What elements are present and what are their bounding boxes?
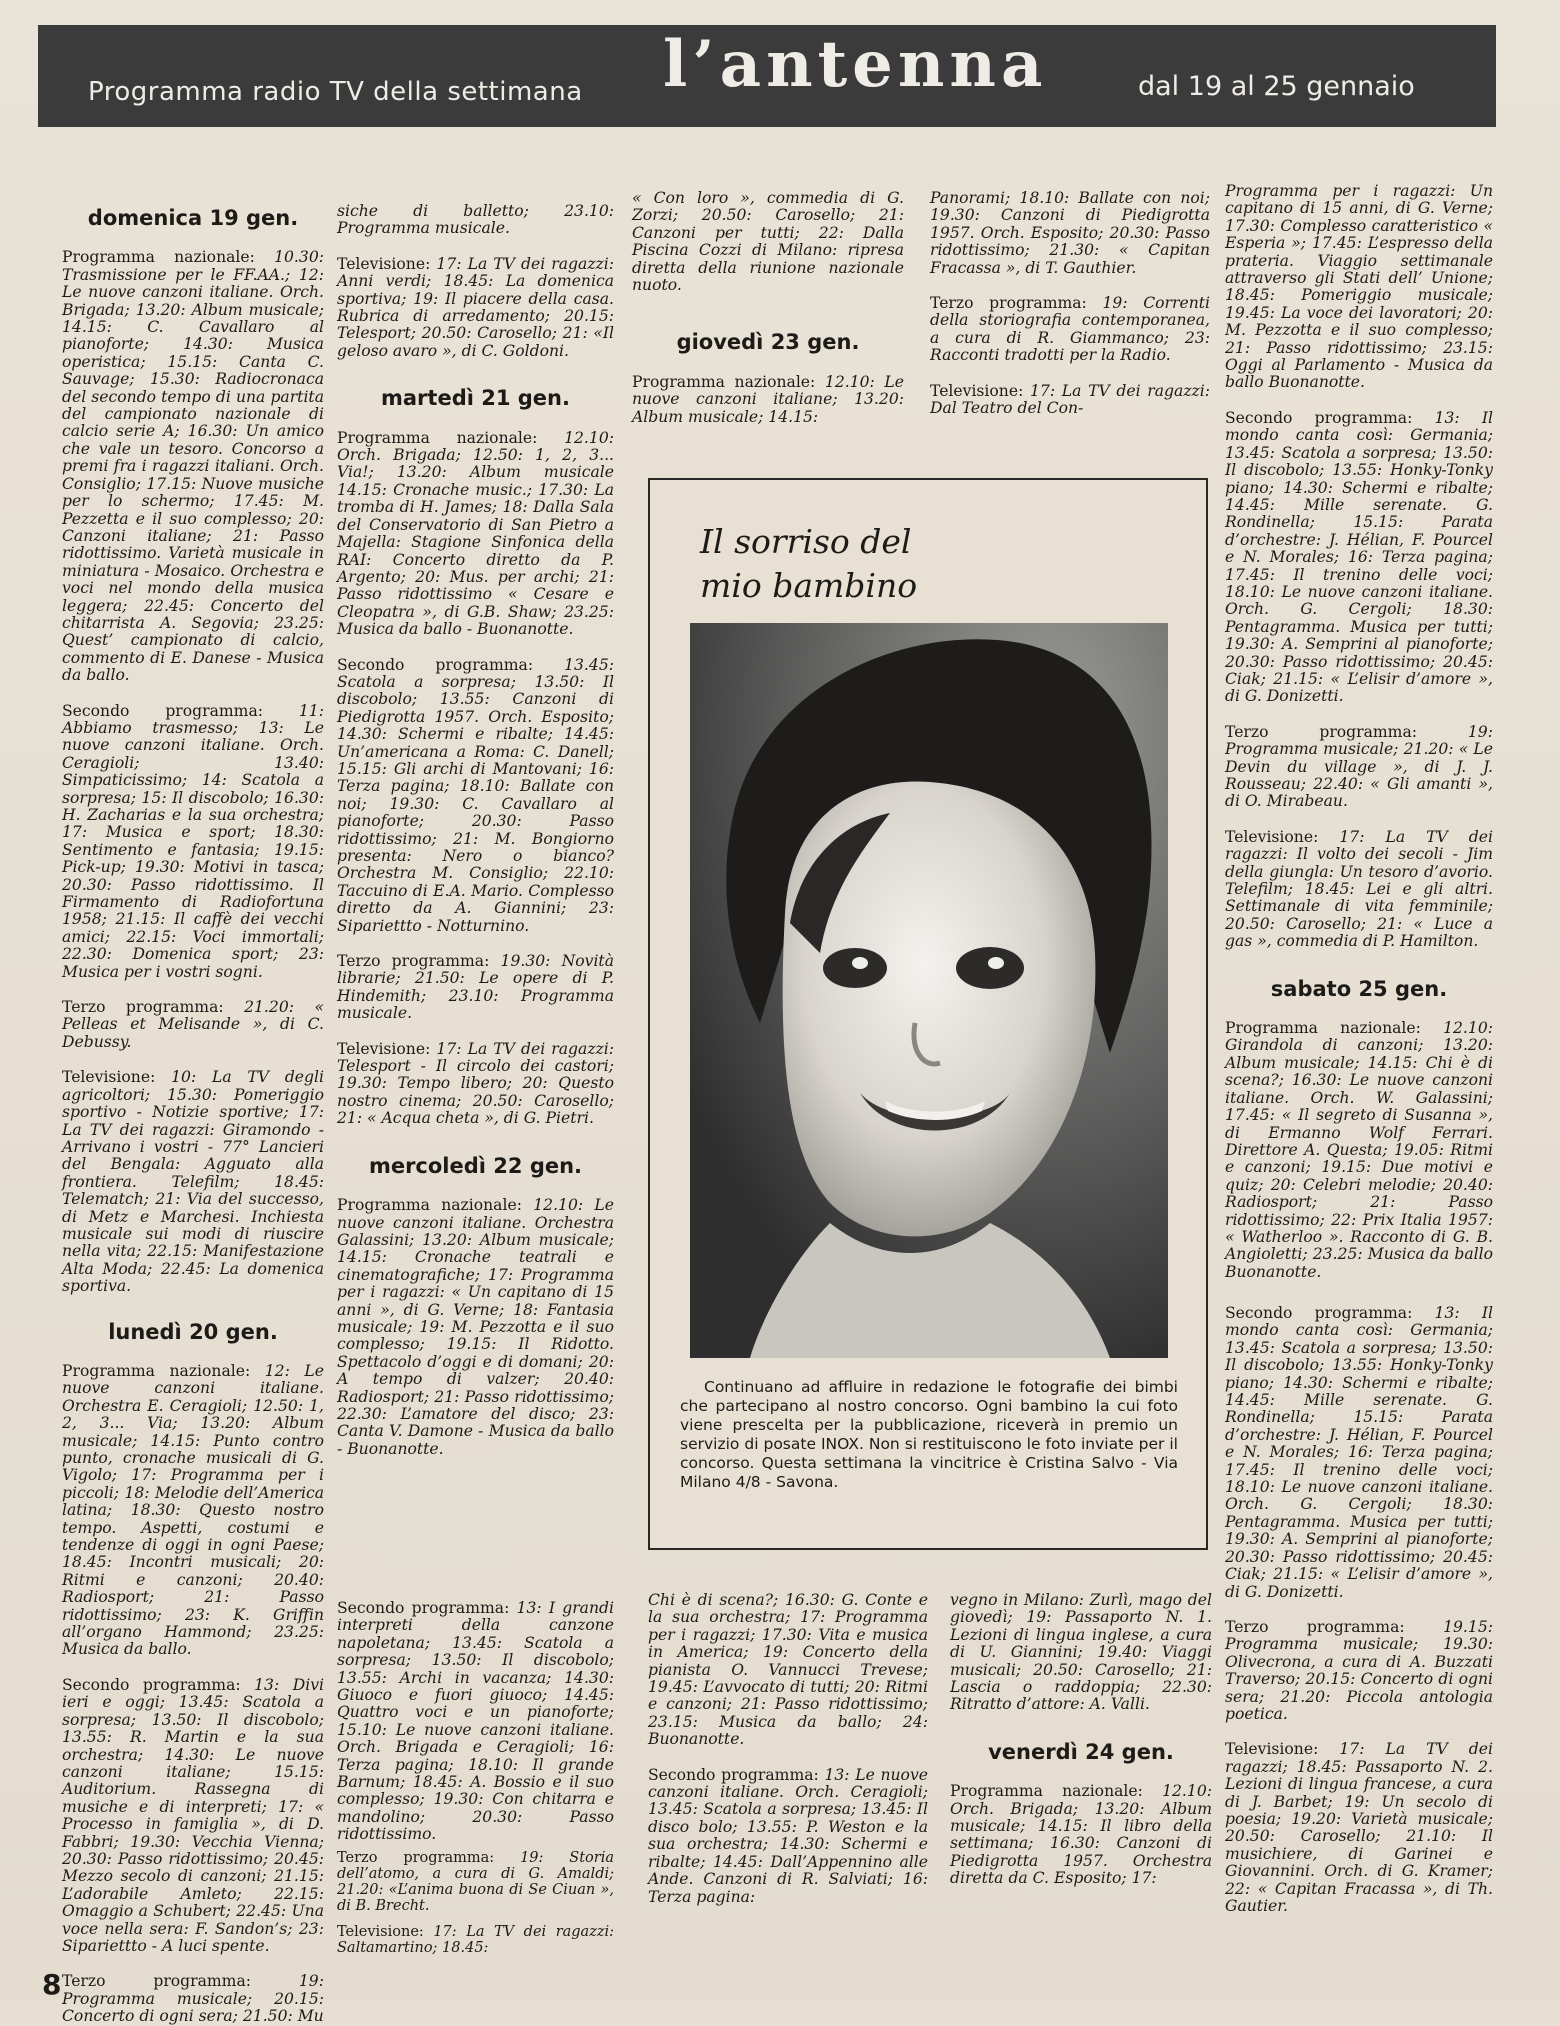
- listing-secondo: [337, 657, 614, 936]
- listing-continuation: [648, 1592, 928, 1749]
- listing-secondo: [62, 703, 324, 982]
- listing-label: Secondo programma:: [648, 1765, 819, 1784]
- listing-text: siche di balletto; 23.10: Programma musicale.: [337, 202, 614, 238]
- listing-televisione: [337, 256, 614, 360]
- column-2: [337, 203, 614, 1663]
- listing-text: 10: La TV degli agricoltori; 15.30: Pomeriggio sportivo - Notizie sportive; 17: La TV dei ragazzi: Giramondo - Arrivano i vostri - 77° Lancieri del Bengala: Agguato alla frontiera. Telefilm; 18.45: Telematch; 21: Via del successo, di Metz e Marchesi. Inchiesta musicale sui modi di riuscire nella vita; 22.15: Manifestazione Alta Moda; 22.45: La domenica sportiva.: [62, 1068, 324, 1296]
- masthead-title: l’antenna: [663, 27, 1048, 102]
- masthead-subtitle: Programma radio TV della settimana: [88, 77, 583, 107]
- listing-label: Televisione:: [337, 254, 431, 273]
- listing-text: 13: Il mondo canta così: Germania; 13.45: Scatola a sorpresa; 13.50: Il discobolo; 13.55: Honky-Tonky piano; 14.30: Schermi e ribalte; 14.45: Mille serenate. G. Rondinella; 15.15: Parata d’orchestre: J. Hélian, F. Pourcel e N. Morales; 16: Terza pagina; 17.45: Il trenino delle voci; 18.10: Le nuove canzoni italiane. Orch. G. Cergoli; 18.30: Pentagramma. Musica per tutti; 19.30: A. Semprini al pianoforte; 20.30: Passo ridottissimo; 20.45: Ciak; 21.15: « L’elisir d’amore », di G. Donizetti.: [1225, 1304, 1493, 1601]
- contest-caption: Continuano ad affluire in redazione le fotografie dei bimbi che partecipano al nostro concorso. Ogni bambino la cui foto viene prescelta per la pubblicazione, riceverà in premio un servizio di posate INOX. Non si restituiscono le foto inviate per il concorso. Questa settimana la vincitrice è Cristina Salvo - Via Milano 4/8 - Savona.: [680, 1378, 1178, 1491]
- listing-televisione: [337, 1041, 614, 1128]
- listing-text: vegno in Milano: Zurlì, mago del giovedì; 19: Passaporto N. 1. Lezioni di lingua inglese, a cura di U. Giannini; 19.40: Viaggi musicali; 20.50: Carosello; 21: Lascia o raddoppia; 22.30: Ritratto d’attore: A. Valli.: [950, 1591, 1212, 1714]
- listing-secondo: [648, 1767, 928, 1906]
- listing-label: Televisione:: [337, 1039, 431, 1058]
- day-heading-thursday: giovedì 23 gen.: [676, 330, 860, 355]
- column-4-bottom: [950, 1592, 1212, 1982]
- listing-text: « Con loro », commedia di G. Zorzi; 20.50: Carosello; 21: Canzoni per tutti; 22: Dalla Piscina Cozzi di Milano: ripresa diretta della riunione nazionale nuoto.: [632, 189, 904, 295]
- listing-text: Panorami; 18.10: Ballate con noi; 19.30: Canzoni di Piedigrotta 1957. Orch. Esposito; 20.30: Passo ridottissimo; 21.30: « Capitan Fracassa », di T. Gauthier.: [930, 189, 1210, 277]
- listing-text: 17: La TV dei ragazzi: Anni verdi; 18.45: La domenica sportiva; 19: Il piacere della casa. Rubrica di arredamento; 20.15: Telesport; 20.50: Carosello; 21: «Il geloso avaro », di C. Goldoni.: [337, 254, 614, 360]
- listing-text: 13: Divi ieri e oggi; 13.45: Scatola a sorpresa; 13.50: Il discobolo; 13.55: R. Martin e la sua orchestra; 14.30: Le nuove canzoni italiane; 15.15: Auditorium. Rassegna di musiche e di interpreti; 17: « Processo in famiglia », di D. Fabbri; 19.30: Vecchia Vienna; 20.30: Passo ridottissimo; 20.45: Mezzo secolo di canzoni; 21.15: L’adorabile Amleto; 22.15: Omaggio a Schubert; 22.45: Una voce nella sera: F. Sandon’s; 23: Sipariettto - A luci spente.: [62, 1675, 324, 1955]
- listing-text: 13: Le nuove canzoni italiane. Orch. Ceragioli; 13.45: Scatola a sorpresa; 13.45: Il disco bolo; 13.55: P. Weston e la sua orchestra; 14.30: Schermi e ribalte; 14.45: Dall’Appennino alle Ande. Canzoni di R. Salviati; 16: Terza pagina:: [648, 1765, 928, 1906]
- listing-label: Programma nazionale:: [1225, 1019, 1421, 1038]
- listing-text: 19: Programma musicale; 21.20: « Le Devin du village », di J. J. Rousseau; 22.40: « Gli amanti », di O. Mirabeau.: [1225, 722, 1493, 811]
- contest-title: Il sorriso del mio bambino: [700, 522, 918, 605]
- photo-contest-box: [648, 478, 1208, 1550]
- masthead: [38, 25, 1496, 127]
- listing-text: Chi è di scena?; 16.30: G. Conte e la sua orchestra; 17: Programma per i ragazzi; 17.30: Vita e musica in America; 19: Concerto della pianista O. Vannucci Trevese; 19.45: L’avvocato di tutti; 20: Ritmi e canzoni; 21: Passo ridottissimo; 23.15: Musica da ballo; 24: Buonanotte.: [648, 1591, 928, 1749]
- listing-label: Secondo programma:: [1225, 1304, 1413, 1322]
- listing-label: Televisione:: [1225, 827, 1319, 846]
- listing-text: Programma per i ragazzi: Un capitano di 15 anni, di G. Verne; 17.30: Complesso caratteristico « Esperia »; 17.45: L’espresso della prateria. Viaggio settimanale attraverso gli Stati dell’ Unione; 18.45: Pomeriggio musicale; 19.45: La voce dei lavoratori; 20: M. Pezzotta e il suo complesso; 21: Passo ridottissimo; 23.15: Oggi al Parlamento - Musica da ballo Buonanotte.: [1225, 182, 1493, 392]
- listing-text: 13: I grandi interpreti della canzone napoletana; 13.45: Scatola a sorpresa; 13.50: Il discobolo; 13.55: Archi in vacanza; 14.30: Giuoco e fuori giuoco; 14.45: Quattro voci e un pianoforte; 15.10: Le nuove canzoni italiane. Orch. Brigada e Ceragioli; 16: Terza pagina; 18.10: Il grande Barnum; 18.45: A. Bossio e il suo complesso; 19.30: Con chitarra e mandolino; 20.30: Passo ridottissimo.: [337, 1599, 614, 1844]
- listing-text: 17: La TV dei ragazzi: Telesport - Il circolo dei castori; 19.30: Tempo libero; 20: Questo nostro cinema; 20.50: Carosello; 21: « Acqua cheta », di G. Pietri.: [337, 1039, 614, 1128]
- listing-text: 19.15: Programma musicale; 19.30: Olivecrona, a cura di A. Buzzati Traverso; 20.15: Concerto di ogni sera; 21.20: Piccola antologia poetica.: [1225, 1617, 1493, 1723]
- listing-label: Programma nazionale:: [337, 428, 538, 447]
- listing-label: Programma nazionale:: [337, 1196, 522, 1215]
- listing-text: 13.45: Scatola a sorpresa; 13.50: Il discobolo; 13.55: Canzoni di Piedigrotta 1957. Orch. Esposito; 14.30: Schermi e ribalte; 14.45: Un’americana a Roma: C. Danell; 15.15: Gli archi di Mantovani; 16: Terza pagina; 18.10: Ballate con noi; 19.30: C. Cavallaro al pianoforte; 20.30: Passo ridottissimo; 21: M. Bongiorno presenta: Nero o bianco? Orchestra M. Consiglio; 22.10: Taccuino di E.A. Mario. Complesso diretto da A. Giannini; 23: Sipariettto - Notturnino.: [337, 655, 614, 935]
- listing-text: 10.30: Trasmissione per le FF.AA.; 12: Le nuove canzoni italiane. Orch. Brigada; 13.20: Album musicale; 14.15: C. Cavallaro al pianoforte; 14.30: Musica operistica; 15.15: Canta C. Sauvage; 15.30: Radiocronaca del secondo tempo di una partita del campionato nazionale di calcio serie A; 16.30: Un amico che vale un tesoro. Concorso a premi fra i ragazzi italiani. Orch. Consiglio; 17.15: Nuove musiche per lo schermo; 17.45: M. Pezzetta e il suo complesso; 20: Canzoni italiane; 21: Passo ridottissimo. Varietà musicale in miniatura - Mosaico. Orchestra e voci nel mondo della musica leggera; 22.45: Concerto del chitarrista A. Segovia; 23.25: Quest’ campionato di calcio, commento di E. Danese - Musica da ballo.: [62, 248, 324, 685]
- listing-continuation: [1225, 183, 1493, 392]
- listing-text: 12.10: Le nuove canzoni italiane. Orchestra Galassini; 13.20: Album musicale; 14.15: Cronache teatrali e cinematografiche; 17: Programma per i ragazzi: « Un capitano di 15 anni », di G. Verne; 18: Fantasia musicale; 19: M. Pezzotta e il suo complesso; 19.15: Il Ridotto. Spettacolo d’oggi e di domani; 20: A tempo di valzer; 20.40: Radiosport; 21: Passo ridottissimo; 22.30: L’amatore del disco; 23: Canta V. Damone - Musica da ballo - Buonanotte.: [337, 1196, 614, 1458]
- listing-secondo: [337, 1600, 614, 1844]
- listing-label: Secondo programma:: [337, 655, 534, 674]
- listing-label: Terzo programma:: [62, 1972, 252, 1991]
- listing-continuation: [950, 1592, 1212, 1714]
- listing-televisione: [337, 1924, 614, 1956]
- day-heading-tuesday: martedì 21 gen.: [381, 386, 570, 411]
- listing-continuation: [930, 190, 1210, 277]
- listing-secondo: [62, 1677, 324, 1956]
- listing-nazionale: [337, 1197, 614, 1458]
- listing-text: 12.10: Girandola di canzoni; 13.20: Album musicale; 14.15: Chi è di scena?; 16.30: Le nuove canzoni italiane. Orch. W. Galassini; 17.45: « Il segreto di Susanna », di Ermanno Wolf Ferrari. Direttore A. Questa; 19.05: Ritmi e canzoni; 19.15: Due motivi e quiz; 20: Celebri melodie; 20.40: Radiosport; 21: Passo ridottissimo; 22: Prix Italia 1957: « Watherloo ». Racconto di G. B. Angioletti; 23.25: Musica da ballo Buonanotte.: [1225, 1019, 1493, 1281]
- day-heading-saturday: sabato 25 gen.: [1270, 976, 1448, 1001]
- listing-label: Secondo programma:: [62, 701, 263, 720]
- listing-text: 11: Abbiamo trasmesso; 13: Le nuove canzoni italiane. Orch. Ceragioli; 13.40: Simpaticissimo; 14: Scatola a sorpresa; 15: Il discobolo; 16.30: H. Zacharias e la sua orchestra; 17: Musica e sport; 18.30: Sentimento e fantasia; 19.15: Pick-up; 19.30: Motivi in tasca; 20.30: Passo ridottissimo. Il Firmamento di Radiofortuna 1958; 21.15: Il caffè dei vecchi amici; 22.15: Voci immortali; 22.30: Domenica sport; 23: Musica per i vostri sogni.: [62, 701, 324, 981]
- column-1: [62, 206, 324, 2026]
- listing-label: Terzo programma:: [1225, 1617, 1405, 1636]
- listing-nazionale: [62, 1363, 324, 1659]
- listing-label: Televisione:: [337, 1924, 424, 1940]
- listing-text: 12.10: Le nuove canzoni italiane; 13.20: Album musicale; 14.15:: [632, 372, 904, 426]
- day-heading-friday: venerdì 24 gen.: [988, 1739, 1174, 1764]
- listing-label: Televisione:: [930, 381, 1024, 400]
- listing-terzo: [337, 953, 614, 1023]
- listing-secondo: [1225, 410, 1493, 706]
- listing-text: 19.30: Novità librarie; 21.50: Le opere di P. Hindemith; 23.10: Programma musicale.: [337, 952, 614, 1023]
- listing-continuation: [337, 203, 614, 238]
- listing-text: 12.10: Orch. Brigada; 12.50: 1, 2, 3... Via!; 13.20: Album musicale 14.15: Cronache music.; 17.30: La tromba di H. James; 18: Dalla Sala del Conservatorio di San Pietro a Majella: Stagione Sinfonica della RAI: Concerto diretto da P. Argento; 20: Mus. per archi; 21: Passo ridottissimo « Cesare e Cleopatra », di G.B. Shaw; 23.25: Musica da ballo - Buonanotte.: [337, 428, 614, 639]
- listing-nazionale: [1225, 1020, 1493, 1281]
- listing-text: 13: Il mondo canta così: Germania; 13.45: Scatola a sorpresa; 13.50: Il discobolo; 13.55: Honky-Tonky piano; 14.30: Schermi e ribalte; 14.45: Mille serenate. G. Rondinella; 15.15: Parata d’orchestre: J. Hélian, F. Pourcel e N. Morales; 16: Terza pagina; 17.45: Il trenino delle voci; 18.10: Le nuove canzoni italiane. Orch. G. Cergoli; 18.30: Pentagramma. Musica per tutti; 19.30: A. Semprini al pianoforte; 20.30: Passo ridottissimo; 20.45: Ciak; 21.15: « L’elisir d’amore », di G. Donizetti.: [1225, 408, 1493, 706]
- listing-text: 17: La TV dei ragazzi: Dal Teatro del Con-: [930, 381, 1210, 418]
- listing-televisione: [1225, 1741, 1493, 1915]
- column-3-top: [632, 190, 904, 455]
- listing-label: Terzo programma:: [1225, 722, 1418, 741]
- listing-terzo: [337, 1850, 614, 1914]
- listing-secondo: [1225, 1305, 1493, 1601]
- listing-text: 12: Le nuove canzoni italiane. Orchestra E. Ceragioli; 12.50: 1, 2, 3... Via; 13.20: Album musicale; 14.15: Punto contro punto, cronache musicali di G. Vigolo; 17: Programma per i piccoli; 18: Melodie dell’America latina; 18.30: Questo nostro tempo. Aspetti, costumi e tendenze di oggi in ogni Paese; 18.45: Incontri musicali; 20: Ritmi e canzoni; 20.40: Radiosport; 21: Passo ridottissimo; 23: K. Griffin all’organo Hammond; 23.25: Musica da ballo.: [62, 1361, 324, 1659]
- listing-text: 17: La TV dei ragazzi: Saltamartino; 18.45:: [337, 1924, 614, 1956]
- listing-televisione: [62, 1069, 324, 1295]
- listing-label: Televisione:: [62, 1068, 156, 1087]
- listing-label: Programma nazionale:: [62, 1361, 251, 1380]
- masthead-dates: dal 19 al 25 gennaio: [1138, 71, 1415, 102]
- listing-label: Televisione:: [1225, 1740, 1319, 1759]
- page-number: 8: [42, 1968, 62, 2001]
- listing-label: Programma nazionale:: [632, 372, 816, 391]
- listing-nazionale: [337, 430, 614, 639]
- listing-continuation: [632, 190, 904, 294]
- column-3-bottom: [648, 1592, 928, 1982]
- column-4-top: [930, 190, 1210, 455]
- listing-text: 19: Correnti della storiografia contemporanea, a cura di R. Giammanco; 23: Racconti tradotti per la Radio.: [930, 294, 1210, 365]
- day-heading-monday: lunedì 20 gen.: [108, 1319, 278, 1344]
- listing-text: 19: Storia dell’atomo, a cura di G. Amaldi; 21.20: «L’anima buona di Se Ciuan », di B. Brecht.: [337, 1850, 614, 1914]
- listing-televisione: [1225, 829, 1493, 951]
- listing-televisione: [930, 383, 1210, 418]
- listing-nazionale: [632, 374, 904, 426]
- listing-text: 17: La TV dei ragazzi: Il volto dei secoli - Jim della giungla: Un tesoro d’avorio. Telefilm; 18.45: Lei e gli altri. Settimanale di vita femminile; 20.50: Carosello; 21: « Luce a gas », commedia di P. Hamilton.: [1225, 827, 1493, 951]
- listing-text: 19: Programma musicale; 20.15: Concerto di ogni sera; 21.50: Mu: [62, 1972, 324, 2026]
- child-portrait-image: [690, 623, 1168, 1358]
- listing-nazionale: [62, 249, 324, 684]
- column-2-tail: [337, 1850, 614, 1980]
- listing-label: Terzo programma:: [337, 952, 490, 971]
- listing-terzo: [1225, 1619, 1493, 1723]
- listing-label: Terzo programma:: [337, 1850, 495, 1866]
- child-photo: [690, 623, 1168, 1358]
- listing-label: Terzo programma:: [62, 998, 224, 1017]
- listing-text: 17: La TV dei ragazzi; 18.45: Passaporto N. 2. Lezioni di lingua francese, a cura di J. Barbet; 19: Un secolo di poesia; 19.20: Varietà musicale; 20.50: Carosello; 21.10: Il musichiere, di Garinei e Giovannini. Orch. di G. Kramer; 22: « Capitan Fracassa », di Th. Gautier.: [1225, 1740, 1493, 1915]
- listing-label: Secondo programma:: [337, 1599, 510, 1617]
- listing-label: Programma nazionale:: [62, 248, 255, 267]
- listing-label: Secondo programma:: [62, 1675, 241, 1694]
- listing-label: Secondo programma:: [1225, 408, 1413, 427]
- listing-terzo: [62, 999, 324, 1051]
- listing-text: 21.20: « Pelleas et Melisande », di C. Debussy.: [62, 998, 324, 1051]
- listing-terzo: [1225, 724, 1493, 811]
- day-heading-sunday: domenica 19 gen.: [87, 206, 299, 230]
- listing-text: 12.10: Orch. Brigada; 13.20: Album musicale; 14.15: Il libro della settimana; 16.30: Canzoni di Piedigrotta 1957. Orchestra diretta da C. Esposito; 17:: [950, 1782, 1212, 1888]
- day-heading-wednesday: mercoledì 22 gen.: [368, 1153, 583, 1178]
- listing-label: Programma nazionale:: [950, 1782, 1143, 1801]
- listing-terzo: [930, 295, 1210, 365]
- listing-terzo: [62, 1973, 324, 2025]
- listing-label: Terzo programma:: [930, 294, 1087, 313]
- listing-nazionale: [950, 1783, 1212, 1887]
- column-5-bottom: [1225, 1305, 1493, 1983]
